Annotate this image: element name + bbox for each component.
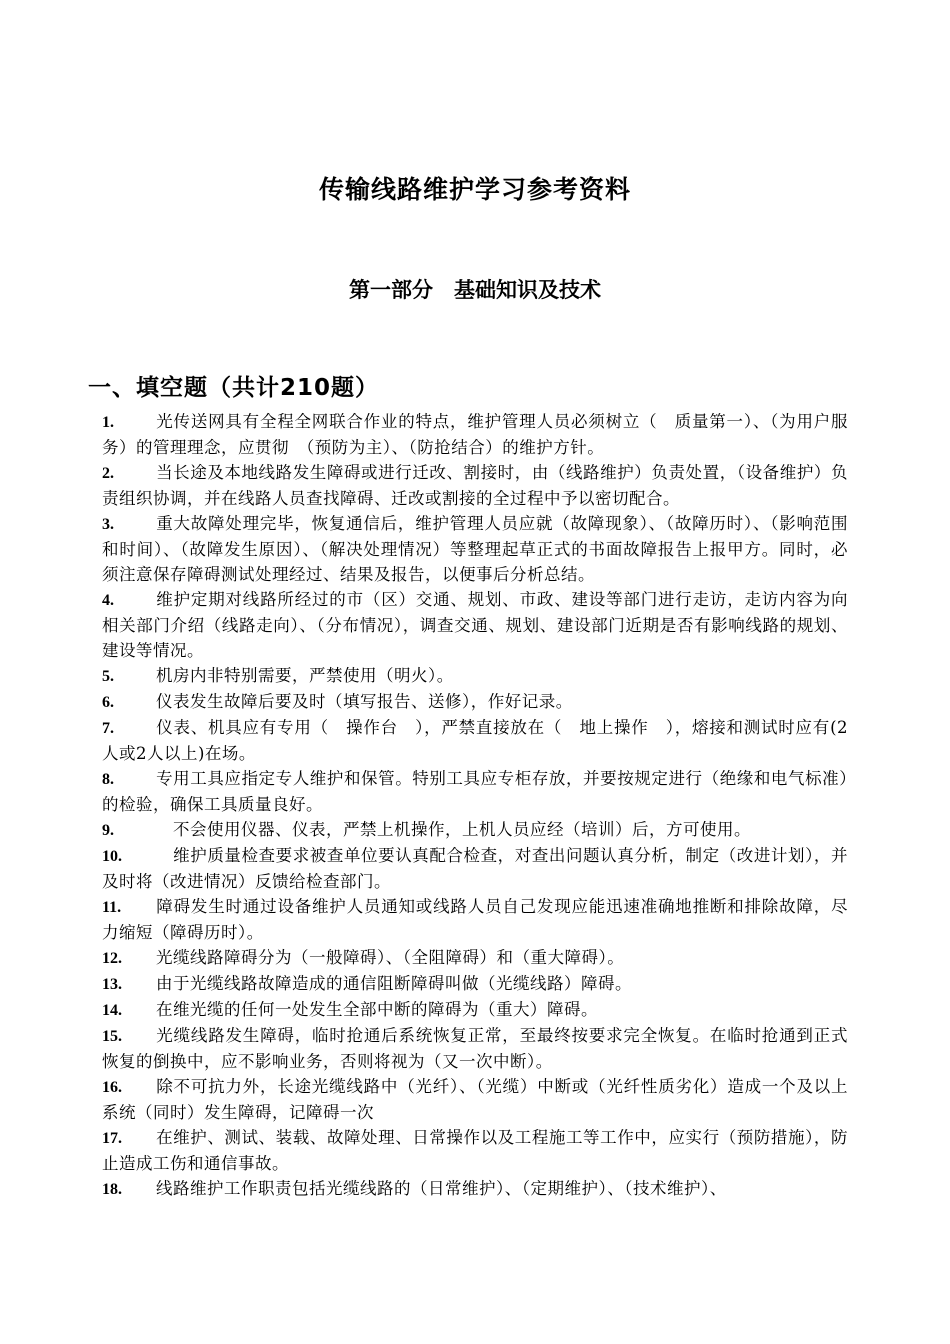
item-text: 由于光缆线路故障造成的通信阻断障碍叫做（光缆线路）障碍。 (156, 974, 632, 993)
section-title: 一、填空题（共计210题） (88, 375, 380, 401)
item-number: 4. (102, 592, 114, 609)
item-text: 维护定期对线路所经过的市（区）交通、规划、市政、建设等部门进行走访，走访内容为向相关部门介绍（线路走向）、（分布情况），调查交通、规划、建设部门近期是否有影响线路的规划、建设等情况。 (102, 590, 848, 660)
item-number: 13. (102, 976, 122, 993)
list-item (102, 689, 848, 715)
item-text: 不会使用仪器、仪表，严禁上机操作，上机人员应经（培训）后，方可使用。 (156, 820, 751, 839)
list-item (102, 663, 848, 689)
list-item (102, 409, 848, 460)
item-number: 16. (102, 1079, 122, 1096)
list-item (102, 997, 848, 1023)
item-number: 8. (102, 771, 114, 788)
item-text: 当长途及本地线路发生障碍或进行迁改、割接时，由（线路维护）负责处置，（设备维护）负责组织协调，并在线路人员查找障碍、迁改或割接的全过程中予以密切配合。 (102, 463, 848, 508)
list-item (102, 843, 848, 894)
item-number: 2. (102, 465, 114, 482)
list-item (102, 1176, 848, 1202)
item-number: 3. (102, 516, 114, 533)
item-text: 除不可抗力外，长途光缆线路中（光纤）、（光缆）中断或（光纤性质劣化）造成一个及以上系统（同时）发生障碍，记障碍一次 (102, 1077, 848, 1122)
item-text: 机房内非特别需要，严禁使用（明火）。 (156, 666, 454, 685)
item-number: 1. (102, 414, 114, 431)
item-number: 5. (102, 668, 114, 685)
item-text: 仪表、机具应有专用（ 操作台 ），严禁直接放在（ 地上操作 ），熔接和测试时应有(2人或2人以上)在场。 (102, 718, 848, 763)
item-number: 15. (102, 1028, 122, 1045)
list-item (102, 971, 848, 997)
item-number: 6. (102, 694, 114, 711)
part-title: 第一部分 基础知识及技术 (349, 278, 601, 302)
item-text: 障碍发生时通过设备维护人员通知或线路人员自己发现应能迅速准确地推断和排除故障，尽力缩短（障碍历时）。 (102, 897, 848, 942)
list-item (102, 894, 848, 945)
item-number: 7. (102, 720, 114, 737)
item-text: 线路维护工作职责包括光缆线路的（日常维护）、（定期维护）、（技术维护）、 (156, 1179, 727, 1198)
item-number: 14. (102, 1002, 122, 1019)
list-item (102, 766, 848, 817)
list-item (102, 1125, 848, 1176)
item-number: 11. (102, 899, 122, 916)
item-number: 17. (102, 1130, 122, 1147)
item-text: 在维护、测试、装载、故障处理、日常操作以及工程施工等工作中，应实行（预防措施），防止造成工伤和通信事故。 (102, 1128, 848, 1173)
item-text: 重大故障处理完毕，恢复通信后，维护管理人员应就（故障现象）、（故障历时）、（影响范围和时间）、（故障发生原因）、（解决处理情况）等整理起草正式的书面故障报告上报甲方。同时，必须注意保存障碍测试处理经过、结果及报告，以便事后分析总结。 (102, 514, 848, 584)
item-text: 在维光缆的任何一处发生全部中断的障碍为（重大）障碍。 (156, 1000, 598, 1019)
item-text: 光缆线路发生障碍，临时抢通后系统恢复正常，至最终按要求完全恢复。在临时抢通到正式恢复的倒换中，应不影响业务，否则将视为（又一次中断）。 (102, 1026, 848, 1071)
question-list (102, 409, 848, 1202)
item-text: 专用工具应指定专人维护和保管。特别工具应专柜存放，并要按规定进行（绝缘和电气标准）的检验，确保工具质量良好。 (102, 769, 848, 814)
list-item (102, 715, 848, 766)
list-item (102, 817, 848, 843)
list-item (102, 1074, 848, 1125)
item-text: 维护质量检查要求被查单位要认真配合检查，对查出问题认真分析，制定（改进计划），并及时将（改进情况）反馈给检查部门。 (102, 846, 848, 891)
item-text: 光传送网具有全程全网联合作业的特点，维护管理人员必须树立（ 质量第一）、（为用户服务）的管理理念，应贯彻 （预防为主）、（防抢结合）的维护方针。 (102, 412, 848, 457)
list-item (102, 460, 848, 511)
list-item (102, 945, 848, 971)
item-text: 光缆线路障碍分为（一般障碍）、（全阻障碍）和（重大障碍）。 (156, 948, 625, 967)
list-item (102, 511, 848, 587)
document-title: 传输线路维护学习参考资料 (318, 175, 631, 204)
item-number: 18. (102, 1181, 122, 1198)
list-item (102, 1023, 848, 1074)
item-number: 10. (102, 848, 122, 865)
item-number: 12. (102, 950, 122, 967)
list-item (102, 587, 848, 663)
item-number: 9. (102, 822, 114, 839)
item-text: 仪表发生故障后要及时（填写报告、送修），作好记录。 (156, 692, 573, 711)
